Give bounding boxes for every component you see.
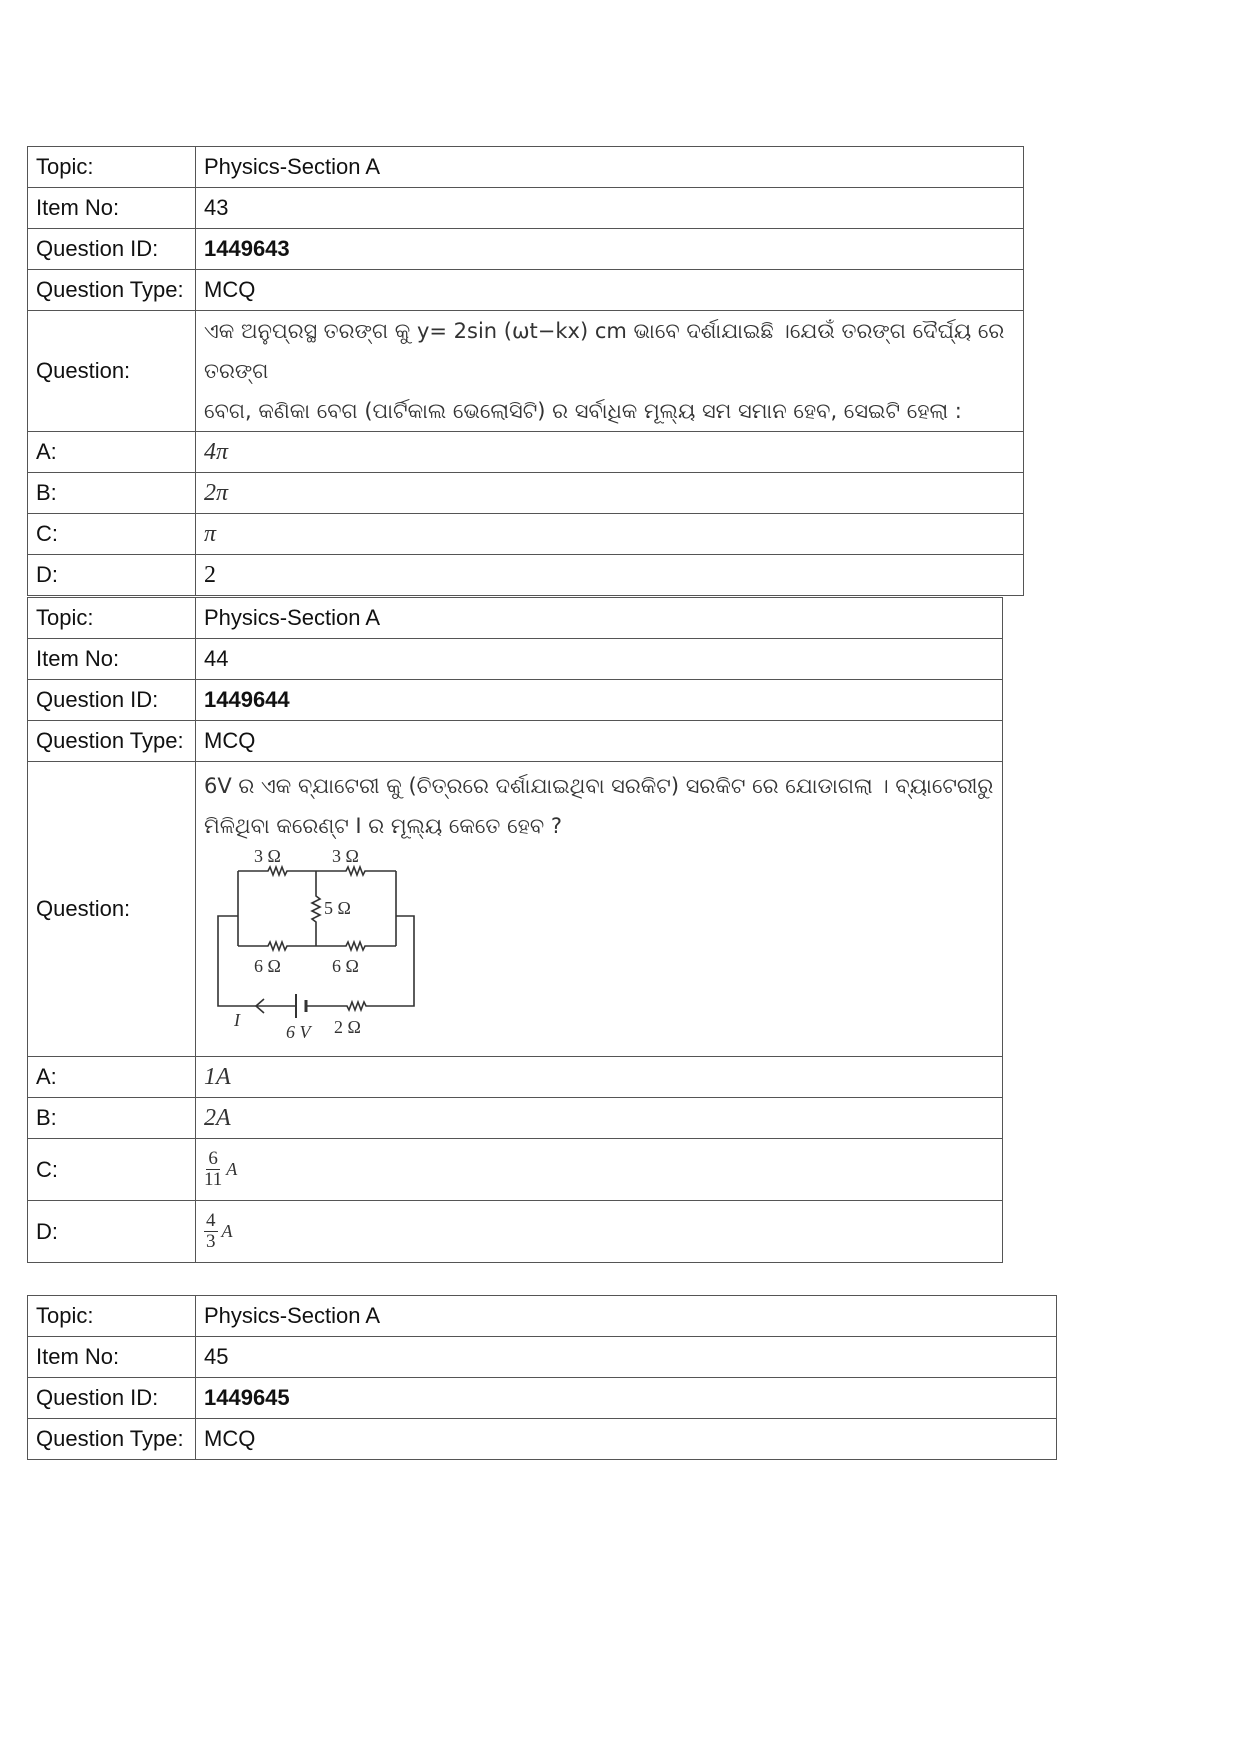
option-c-row xyxy=(28,1139,1003,1201)
option-b-value: 2π xyxy=(196,473,1024,514)
option-c-fraction xyxy=(204,1149,222,1190)
question-table-45 xyxy=(27,1295,1057,1460)
question-type-label: Question Type: xyxy=(28,270,196,311)
question-line-2: ମିଳିଥିବା କରେଣ୍ଟ I ର ମୂଲ୍ୟ କେତେ ହେବ ? xyxy=(204,814,562,838)
option-a-value: 1A xyxy=(196,1057,1003,1098)
question-id-row xyxy=(28,1378,1057,1419)
question-row xyxy=(28,311,1024,432)
option-b-label: B: xyxy=(28,473,196,514)
item-no-label: Item No: xyxy=(28,1337,196,1378)
question-table-43 xyxy=(27,146,1024,596)
item-no-label: Item No: xyxy=(28,188,196,229)
option-c-value xyxy=(196,1139,1003,1201)
item-no-row xyxy=(28,639,1003,680)
option-b-value: 2A xyxy=(196,1098,1003,1139)
option-d-numerator: 4 xyxy=(206,1210,216,1231)
option-d-fraction xyxy=(204,1211,218,1252)
question-type-row xyxy=(28,721,1003,762)
question-line-1: 6V ର ଏକ ବ୍ଯାଟେରୀ କୁ (ଚିତ୍ରରେ ଦର୍ଶାଯାଇଥିବା ସରକିଟ) ସରକିଟ ରେ ଯୋଡାଗଲା । ବ୍ୟାଟେରୀରୁ xyxy=(204,774,994,798)
option-d-label: D: xyxy=(28,555,196,596)
option-c-label: C: xyxy=(28,1139,196,1201)
option-c-row xyxy=(28,514,1024,555)
option-c-unit: A xyxy=(226,1159,238,1179)
circuit-diagram xyxy=(206,846,421,1046)
option-d-unit: A xyxy=(221,1221,233,1241)
option-c-value: π xyxy=(196,514,1024,555)
option-b-row xyxy=(28,473,1024,514)
question-table-44 xyxy=(27,597,1003,1263)
label-r-middle: 5 Ω xyxy=(324,898,351,918)
topic-row xyxy=(28,1296,1057,1337)
question-id-label: Question ID: xyxy=(28,1378,196,1419)
topic-label: Topic: xyxy=(28,147,196,188)
topic-value: Physics-Section A xyxy=(196,147,1024,188)
topic-value: Physics-Section A xyxy=(196,1296,1057,1337)
option-a-row xyxy=(28,1057,1003,1098)
label-r-bottom-left: 6 Ω xyxy=(254,956,281,976)
question-id-row xyxy=(28,680,1003,721)
question-id-value: 1449644 xyxy=(196,680,1003,721)
item-no-row xyxy=(28,188,1024,229)
label-current: I xyxy=(234,1010,240,1030)
question-id-row xyxy=(28,229,1024,270)
option-d-label: D: xyxy=(28,1201,196,1263)
label-r-series: 2 Ω xyxy=(334,1017,361,1037)
option-a-label: A: xyxy=(28,1057,196,1098)
question-text xyxy=(196,311,1024,432)
option-a-value: 4π xyxy=(196,432,1024,473)
question-id-label: Question ID: xyxy=(28,229,196,270)
option-c-denominator: 11 xyxy=(204,1169,223,1190)
question-type-value: MCQ xyxy=(196,1419,1057,1460)
question-id-label: Question ID: xyxy=(28,680,196,721)
option-c-label: C: xyxy=(28,514,196,555)
item-no-value: 44 xyxy=(196,639,1003,680)
option-b-row xyxy=(28,1098,1003,1139)
question-type-row xyxy=(28,270,1024,311)
topic-row xyxy=(28,598,1003,639)
label-r-top-left: 3 Ω xyxy=(254,846,281,866)
question-id-value: 1449643 xyxy=(196,229,1024,270)
topic-label: Topic: xyxy=(28,598,196,639)
question-line-1: ଏକ ଅନୁପ୍ରସ୍ଥ ତରଙ୍ଗ କୁ y= 2sin (ωt−kx) cm ଭାବେ ଦର୍ଶାଯାଇଛି ।ଯେଉଁ ତରଙ୍ଗ ଦୈର୍ଘ୍ୟ ରେ ତରଙ୍ଗ xyxy=(204,319,1005,383)
item-no-row xyxy=(28,1337,1057,1378)
item-no-value: 45 xyxy=(196,1337,1057,1378)
topic-value: Physics-Section A xyxy=(196,598,1003,639)
option-d-value xyxy=(196,1201,1003,1263)
question-type-label: Question Type: xyxy=(28,721,196,762)
question-type-value: MCQ xyxy=(196,270,1024,311)
middle-resistor xyxy=(312,871,320,946)
question-row xyxy=(28,762,1003,1057)
label-battery: 6 V xyxy=(286,1022,311,1042)
option-c-numerator: 6 xyxy=(208,1148,218,1169)
option-a-label: A: xyxy=(28,432,196,473)
option-d-row xyxy=(28,1201,1003,1263)
question-label: Question: xyxy=(28,311,196,432)
option-d-row xyxy=(28,555,1024,596)
option-a-row xyxy=(28,432,1024,473)
top-wire xyxy=(238,867,396,875)
question-type-value: MCQ xyxy=(196,721,1003,762)
option-b-label: B: xyxy=(28,1098,196,1139)
topic-row xyxy=(28,147,1024,188)
question-line-2: ବେଗ, କଣିକା ବେଗ (ପାର୍ଟିକାଲ ଭେଲୋସିଟି) ର ସର୍ବାଧିକ ମୂଲ୍ୟ ସମ ସମାନ ହେବ, ସେଇଟି ହେଲା : xyxy=(204,399,962,423)
option-d-value: 2 xyxy=(196,555,1024,596)
bottom-wire xyxy=(238,942,396,950)
question-type-label: Question Type: xyxy=(28,1419,196,1460)
question-label: Question: xyxy=(28,762,196,1057)
option-d-denominator: 3 xyxy=(206,1231,216,1252)
wire-outer-right xyxy=(306,916,414,1010)
item-no-label: Item No: xyxy=(28,639,196,680)
label-r-top-right: 3 Ω xyxy=(332,846,359,866)
item-no-value: 43 xyxy=(196,188,1024,229)
label-r-bottom-right: 6 Ω xyxy=(332,956,359,976)
question-id-value: 1449645 xyxy=(196,1378,1057,1419)
question-type-row xyxy=(28,1419,1057,1460)
question-text xyxy=(196,762,1003,1057)
topic-label: Topic: xyxy=(28,1296,196,1337)
